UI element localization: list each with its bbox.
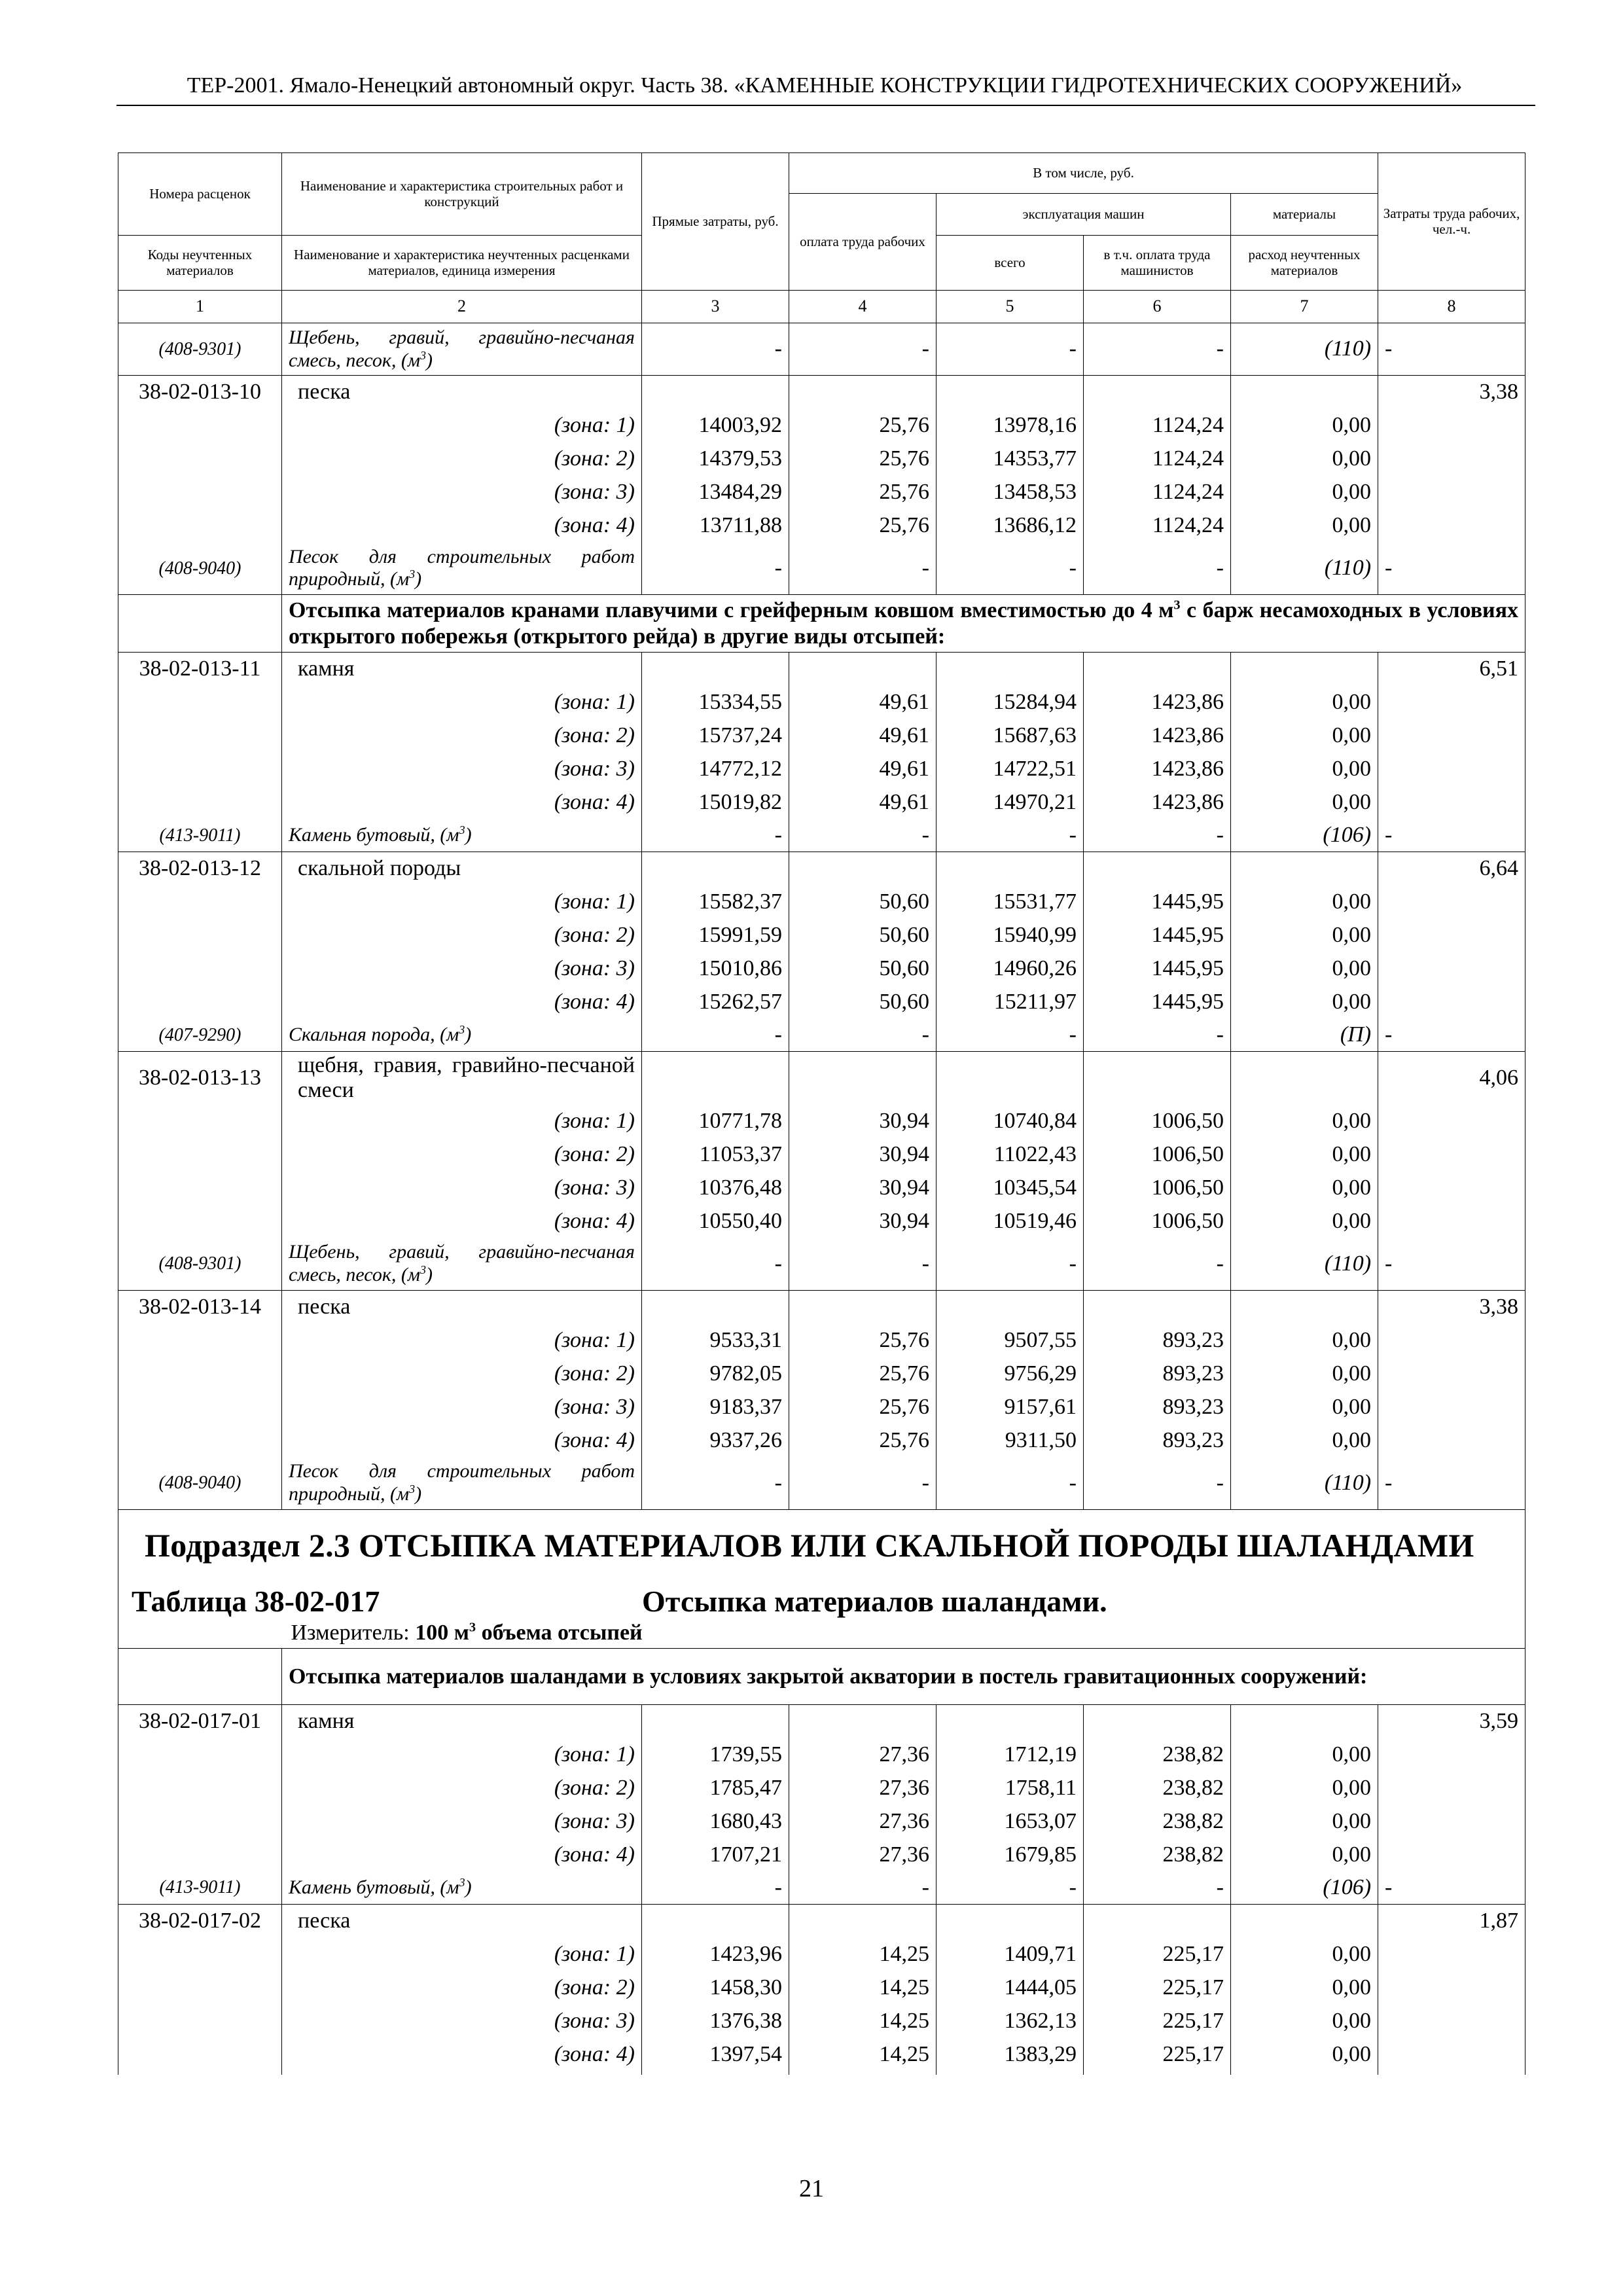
empty-value: - (642, 543, 789, 595)
labor-empty: - (1378, 819, 1525, 852)
wages: 27,36 (789, 1804, 936, 1838)
direct-costs: 15334,55 (642, 686, 789, 719)
zone-label: (зона: 4) (282, 1204, 642, 1238)
machines-total: 1712,19 (936, 1738, 1084, 1771)
subsection-block (118, 1509, 1525, 1648)
rate-code: 38-02-013-13 (118, 1052, 282, 1105)
zone-label: (зона: 1) (282, 1738, 642, 1771)
wages: 30,94 (789, 1171, 936, 1204)
rate-block-38-02-013-10 (118, 376, 1525, 595)
wages: 30,94 (789, 1138, 936, 1171)
zone-label: (зона: 1) (282, 686, 642, 719)
materials: 0,00 (1231, 476, 1378, 509)
direct-costs: 1397,54 (642, 2037, 789, 2071)
zone-label: (зона: 1) (282, 409, 642, 442)
materials: 0,00 (1231, 1738, 1378, 1771)
materials: 0,00 (1231, 919, 1378, 952)
zone-label: (зона: 1) (282, 886, 642, 919)
direct-costs: 14003,92 (642, 409, 789, 442)
rate-block-38-02-013-12 (118, 852, 1525, 1052)
machines-total: 1444,05 (936, 1971, 1084, 2004)
zone-label: (зона: 2) (282, 1357, 642, 1390)
labor-costs: 4,06 (1378, 1052, 1525, 1105)
col-rate-number-header: Номера расценок (118, 153, 282, 236)
table-head (118, 153, 1525, 323)
machines-header: эксплуатация машин (936, 194, 1231, 236)
rate-name: песка (282, 1290, 642, 1323)
labor-empty: - (1378, 1871, 1525, 1904)
direct-costs: 1739,55 (642, 1738, 789, 1771)
materials: 0,00 (1231, 509, 1378, 543)
operator-wages: 1445,95 (1084, 886, 1231, 919)
wages: 30,94 (789, 1104, 936, 1138)
machines-total: 1653,07 (936, 1804, 1084, 1838)
in-total-header: В том числе, руб. (789, 153, 1378, 194)
materials: 0,00 (1231, 1804, 1378, 1838)
rate-name: камня (282, 653, 642, 686)
wages: 50,60 (789, 919, 936, 952)
machines-total: 9157,61 (936, 1390, 1084, 1424)
wages: 25,76 (789, 509, 936, 543)
continued-material-block (118, 323, 1525, 376)
empty-value: - (642, 1457, 789, 1509)
col-material-names-header: Наименование и характеристика неучтенных расценками материалов, единица измерения (282, 236, 642, 291)
operator-wages: 893,23 (1084, 1323, 1231, 1357)
machines-total: 15211,97 (936, 986, 1084, 1019)
material-name: Скальная порода, $(м^3)$ (282, 1019, 642, 1052)
wages: 50,60 (789, 986, 936, 1019)
machines-total: 14722,51 (936, 753, 1084, 786)
empty-value: - (642, 1238, 789, 1290)
material-quantity: (П) (1231, 1019, 1378, 1052)
direct-costs: 13711,88 (642, 509, 789, 543)
empty-value: - (936, 819, 1084, 852)
empty-value: - (789, 543, 936, 595)
col-direct-costs-header: Прямые затраты, руб. (642, 153, 789, 291)
col-number: 3 (642, 291, 789, 323)
materials: 0,00 (1231, 1971, 1378, 2004)
operator-wages: 1445,95 (1084, 919, 1231, 952)
material-code: (408-9040) (118, 1457, 282, 1509)
zone-label: (зона: 2) (282, 1971, 642, 2004)
materials: 0,00 (1231, 1390, 1378, 1424)
direct-costs: 10771,78 (642, 1104, 789, 1138)
zone-label: (зона: 4) (282, 1838, 642, 1871)
empty-value: - (789, 819, 936, 852)
machines-total: 9507,55 (936, 1323, 1084, 1357)
empty-value: - (936, 1871, 1084, 1904)
labor-costs: 1,87 (1378, 1904, 1525, 1937)
materials: 0,00 (1231, 753, 1378, 786)
material-name: Песок для строительных работ природный, $(м^3)$ (282, 543, 642, 595)
direct-costs: 15991,59 (642, 919, 789, 952)
empty-value: - (789, 1019, 936, 1052)
operator-wages: 1006,50 (1084, 1171, 1231, 1204)
rate-name: камня (282, 1704, 642, 1738)
machines-total: 15531,77 (936, 886, 1084, 919)
col-labor-costs-header: Затраты труда рабочих, чел.-ч. (1378, 153, 1525, 291)
empty-value: - (789, 1238, 936, 1290)
table-title (118, 1579, 1525, 1619)
direct-costs: 15019,82 (642, 786, 789, 819)
materials: 0,00 (1231, 1937, 1378, 1971)
machines-total: 1362,13 (936, 2004, 1084, 2037)
empty-value: - (642, 819, 789, 852)
zone-label: (зона: 4) (282, 2037, 642, 2071)
rate-code: 38-02-017-01 (118, 1704, 282, 1738)
materials: 0,00 (1231, 1323, 1378, 1357)
direct-costs: 13484,29 (642, 476, 789, 509)
operator-wages: 1124,24 (1084, 476, 1231, 509)
direct-costs: 10376,48 (642, 1171, 789, 1204)
material-quantity: (110) (1231, 1238, 1378, 1290)
machines-total: 13978,16 (936, 409, 1084, 442)
machines-total: 9756,29 (936, 1357, 1084, 1390)
empty-value: - (1084, 1871, 1231, 1904)
direct-costs: 14772,12 (642, 753, 789, 786)
table-name: Отсыпка материалов шаландами. (642, 1584, 1107, 1618)
material-quantity: (110) (1231, 543, 1378, 595)
material-code: (413-9011) (118, 819, 282, 852)
machines-total: 14960,26 (936, 952, 1084, 986)
material-name: Щебень, гравий, гравийно-песчаная смесь, песок, $(м^3)$ (282, 1238, 642, 1290)
wages: 50,60 (789, 952, 936, 986)
machines-total: 10740,84 (936, 1104, 1084, 1138)
col-number: 8 (1378, 291, 1525, 323)
empty-value: - (1084, 1019, 1231, 1052)
col-number: 7 (1231, 291, 1378, 323)
material-code: (408-9040) (118, 543, 282, 595)
page-header: ТЕР-2001. Ямало-Ненецкий автономный округ. Часть 38. «КАМЕННЫЕ КОНСТРУКЦИИ ГИДРОТЕХНИЧЕСКИХ СООРУЖЕНИЙ» (187, 73, 1463, 98)
zone-label: (зона: 3) (282, 952, 642, 986)
operator-wages: 893,23 (1084, 1357, 1231, 1390)
empty-value: - (936, 323, 1084, 376)
empty-value: - (1084, 1238, 1231, 1290)
machines-total: 1383,29 (936, 2037, 1084, 2071)
empty-value: - (1084, 543, 1231, 595)
machines-total: 13458,53 (936, 476, 1084, 509)
operator-wages: 1423,86 (1084, 719, 1231, 753)
direct-costs: 1376,38 (642, 2004, 789, 2037)
machines-total: 14970,21 (936, 786, 1084, 819)
materials: 0,00 (1231, 409, 1378, 442)
zone-label: (зона: 2) (282, 1771, 642, 1804)
col-material-consumption-header: расход неучтенных материалов (1231, 236, 1378, 291)
zone-label: (зона: 4) (282, 509, 642, 543)
labor-empty: - (1378, 1019, 1525, 1052)
direct-costs: 9782,05 (642, 1357, 789, 1390)
material-quantity: (106) (1231, 819, 1378, 852)
material-code: (408-9301) (118, 1238, 282, 1290)
zone-label: (зона: 3) (282, 2004, 642, 2037)
operator-wages: 238,82 (1084, 1738, 1231, 1771)
labor-empty: - (1378, 1457, 1525, 1509)
col-work-name-header: Наименование и характеристика строительных работ и конструкций (282, 153, 642, 236)
materials: 0,00 (1231, 1424, 1378, 1457)
empty-value: - (642, 323, 789, 376)
materials: 0,00 (1231, 886, 1378, 919)
machines-total: 10519,46 (936, 1204, 1084, 1238)
operator-wages: 893,23 (1084, 1424, 1231, 1457)
empty-value: - (936, 1238, 1084, 1290)
page-number: 21 (799, 2175, 824, 2202)
material-code: (407-9290) (118, 1019, 282, 1052)
operator-wages: 1445,95 (1084, 952, 1231, 986)
wages: 25,76 (789, 1424, 936, 1457)
operator-wages: 1124,24 (1084, 409, 1231, 442)
materials: 0,00 (1231, 986, 1378, 1019)
wages: 49,61 (789, 719, 936, 753)
materials: 0,00 (1231, 719, 1378, 753)
material-quantity: (110) (1231, 1457, 1378, 1509)
empty-value: - (936, 1019, 1084, 1052)
empty-value: - (1084, 323, 1231, 376)
header-rule (116, 105, 1535, 106)
subsection-title: Подраздел 2.3 ОТСЫПКА МАТЕРИАЛОВ ИЛИ СКАЛЬНОЙ ПОРОДЫ ШАЛАНДАМИ (118, 1509, 1525, 1579)
labor-costs: 3,59 (1378, 1704, 1525, 1738)
empty-value: - (936, 543, 1084, 595)
machines-total: 15284,94 (936, 686, 1084, 719)
material-quantity: (106) (1231, 1871, 1378, 1904)
rate-name: щебня, гравия, гравийно-песчаной смеси (282, 1052, 642, 1105)
wages: 14,25 (789, 1971, 936, 2004)
operator-wages: 893,23 (1084, 1390, 1231, 1424)
machines-total: 15687,63 (936, 719, 1084, 753)
material-name: Камень бутовый, $(м^3)$ (282, 1871, 642, 1904)
materials: 0,00 (1231, 952, 1378, 986)
wages: 25,76 (789, 1323, 936, 1357)
materials: 0,00 (1231, 1104, 1378, 1138)
zone-label: (зона: 2) (282, 1138, 642, 1171)
machines-total: 10345,54 (936, 1171, 1084, 1204)
direct-costs: 15262,57 (642, 986, 789, 1019)
materials: 0,00 (1231, 2004, 1378, 2037)
operator-wages: 1006,50 (1084, 1104, 1231, 1138)
col-number: 2 (282, 291, 642, 323)
operator-wages: 1006,50 (1084, 1138, 1231, 1171)
empty-value: - (789, 1871, 936, 1904)
empty-value: - (789, 1457, 936, 1509)
operator-wages: 225,17 (1084, 1937, 1231, 1971)
col-operator-wages-header: в т.ч. оплата труда машинистов (1084, 236, 1231, 291)
rate-name: скальной породы (282, 852, 642, 886)
zone-label: (зона: 4) (282, 786, 642, 819)
operator-wages: 225,17 (1084, 2004, 1231, 2037)
wages: 49,61 (789, 686, 936, 719)
col-number: 6 (1084, 291, 1231, 323)
zone-label: (зона: 3) (282, 476, 642, 509)
wages: 14,25 (789, 2037, 936, 2071)
zone-label: (зона: 3) (282, 1171, 642, 1204)
material-name: Камень бутовый, $(м^3)$ (282, 819, 642, 852)
zone-label: (зона: 3) (282, 1804, 642, 1838)
col-number: 4 (789, 291, 936, 323)
zone-label: (зона: 1) (282, 1104, 642, 1138)
zone-label: (зона: 4) (282, 986, 642, 1019)
labor-costs: 6,51 (1378, 653, 1525, 686)
operator-wages: 1006,50 (1084, 1204, 1231, 1238)
operator-wages: 225,17 (1084, 2037, 1231, 2071)
rate-name: песка (282, 1904, 642, 1937)
wages: 14,25 (789, 1937, 936, 1971)
machines-total: 9311,50 (936, 1424, 1084, 1457)
materials: 0,00 (1231, 1357, 1378, 1390)
rate-name: песка (282, 376, 642, 409)
wages: 27,36 (789, 1738, 936, 1771)
zone-label: (зона: 3) (282, 1390, 642, 1424)
group-heading-floating-cranes (118, 595, 1525, 653)
labor-empty: - (1378, 543, 1525, 595)
zone-label: (зона: 2) (282, 719, 642, 753)
col-machines-total-header: всего (936, 236, 1084, 291)
col-number: 5 (936, 291, 1084, 323)
materials: 0,00 (1231, 1138, 1378, 1171)
operator-wages: 1124,24 (1084, 509, 1231, 543)
labor-empty: - (1378, 1238, 1525, 1290)
operator-wages: 225,17 (1084, 1971, 1231, 2004)
labor-costs: 6,64 (1378, 852, 1525, 886)
machines-total: 1758,11 (936, 1771, 1084, 1804)
zone-label: (зона: 1) (282, 1937, 642, 1971)
machines-total: 1409,71 (936, 1937, 1084, 1971)
rate-block-38-02-013-13 (118, 1052, 1525, 1291)
rate-block-38-02-013-14 (118, 1290, 1525, 1509)
machines-total: 13686,12 (936, 509, 1084, 543)
wages: 30,94 (789, 1204, 936, 1238)
empty-value: - (1084, 819, 1231, 852)
col-wages-header: оплата труда рабочих (789, 194, 936, 291)
empty-value: - (642, 1019, 789, 1052)
rate-block-38-02-017-01 (118, 1704, 1525, 1904)
wages: 25,76 (789, 1390, 936, 1424)
material-quantity: (110) (1231, 323, 1378, 376)
wages: 50,60 (789, 886, 936, 919)
wages: 27,36 (789, 1838, 936, 1871)
labor-costs: 3,38 (1378, 1290, 1525, 1323)
wages: 25,76 (789, 1357, 936, 1390)
materials: 0,00 (1231, 1838, 1378, 1871)
material-code: (408-9301) (118, 323, 282, 376)
operator-wages: 238,82 (1084, 1771, 1231, 1804)
direct-costs: 15010,86 (642, 952, 789, 986)
direct-costs: 9337,26 (642, 1424, 789, 1457)
direct-costs: 15582,37 (642, 886, 789, 919)
rate-block-38-02-017-02 (118, 1904, 1525, 2075)
empty-value: - (789, 323, 936, 376)
direct-costs: 1785,47 (642, 1771, 789, 1804)
machines-total: 1679,85 (936, 1838, 1084, 1871)
operator-wages: 1423,86 (1084, 753, 1231, 786)
zone-label: (зона: 2) (282, 442, 642, 476)
operator-wages: 1445,95 (1084, 986, 1231, 1019)
zone-label: (зона: 1) (282, 1323, 642, 1357)
measurement-unit: Измеритель: 100 $м^3$ объема отсыпей (282, 1618, 1525, 1648)
materials: 0,00 (1231, 1171, 1378, 1204)
zone-label: (зона: 3) (282, 753, 642, 786)
machines-total: 14353,77 (936, 442, 1084, 476)
direct-costs: 1423,96 (642, 1937, 789, 1971)
wages: 25,76 (789, 442, 936, 476)
empty-value: - (1084, 1457, 1231, 1509)
wages: 27,36 (789, 1771, 936, 1804)
rate-code: 38-02-013-12 (118, 852, 282, 886)
operator-wages: 238,82 (1084, 1804, 1231, 1838)
rates-table (118, 152, 1525, 2075)
materials: 0,00 (1231, 686, 1378, 719)
labor-empty: - (1378, 323, 1525, 376)
direct-costs: 1680,43 (642, 1804, 789, 1838)
machines-total: 15940,99 (936, 919, 1084, 952)
direct-costs: 1458,30 (642, 1971, 789, 2004)
materials: 0,00 (1231, 1771, 1378, 1804)
wages: 25,76 (789, 409, 936, 442)
material-name: Щебень, гравий, гравийно-песчаная смесь, песок, $(м^3)$ (282, 323, 642, 376)
table-id: Таблица 38-02-017 (132, 1584, 380, 1618)
empty-value: - (936, 1457, 1084, 1509)
wages: 49,61 (789, 753, 936, 786)
machines-total: 11022,43 (936, 1138, 1084, 1171)
direct-costs: 10550,40 (642, 1204, 789, 1238)
direct-costs: 9533,31 (642, 1323, 789, 1357)
wages: 25,76 (789, 476, 936, 509)
rate-block-38-02-013-11 (118, 653, 1525, 852)
direct-costs: 14379,53 (642, 442, 789, 476)
col-number: 1 (118, 291, 282, 323)
material-code: (413-9011) (118, 1871, 282, 1904)
rate-code: 38-02-013-11 (118, 653, 282, 686)
zone-label: (зона: 4) (282, 1424, 642, 1457)
group-heading-text: Отсыпка материалов кранами плавучими с грейферным ковшом вместимостью до 4 $м^3$ с барж несамоходных в условиях открытого побережья (открытого рейда) в другие виды отсыпей: (282, 595, 1525, 653)
direct-costs: 15737,24 (642, 719, 789, 753)
group-heading-barges (118, 1648, 1525, 1704)
operator-wages: 1423,86 (1084, 786, 1231, 819)
rate-code: 38-02-013-10 (118, 376, 282, 409)
materials: 0,00 (1231, 1204, 1378, 1238)
direct-costs: 1707,21 (642, 1838, 789, 1871)
col-material-codes-header: Коды неучтенных материалов (118, 236, 282, 291)
materials: 0,00 (1231, 442, 1378, 476)
operator-wages: 1423,86 (1084, 686, 1231, 719)
direct-costs: 11053,37 (642, 1138, 789, 1171)
material-name: Песок для строительных работ природный, $(м^3)$ (282, 1457, 642, 1509)
direct-costs: 9183,37 (642, 1390, 789, 1424)
group-heading-text: Отсыпка материалов шаландами в условиях закрытой акватории в постель гравитационных сооружений: (282, 1648, 1525, 1704)
empty-value: - (642, 1871, 789, 1904)
operator-wages: 238,82 (1084, 1838, 1231, 1871)
wages: 14,25 (789, 2004, 936, 2037)
materials: 0,00 (1231, 786, 1378, 819)
materials-header: материалы (1231, 194, 1378, 236)
rate-code: 38-02-017-02 (118, 1904, 282, 1937)
wages: 49,61 (789, 786, 936, 819)
rate-code: 38-02-013-14 (118, 1290, 282, 1323)
labor-costs: 3,38 (1378, 376, 1525, 409)
zone-label: (зона: 2) (282, 919, 642, 952)
materials: 0,00 (1231, 2037, 1378, 2071)
operator-wages: 1124,24 (1084, 442, 1231, 476)
